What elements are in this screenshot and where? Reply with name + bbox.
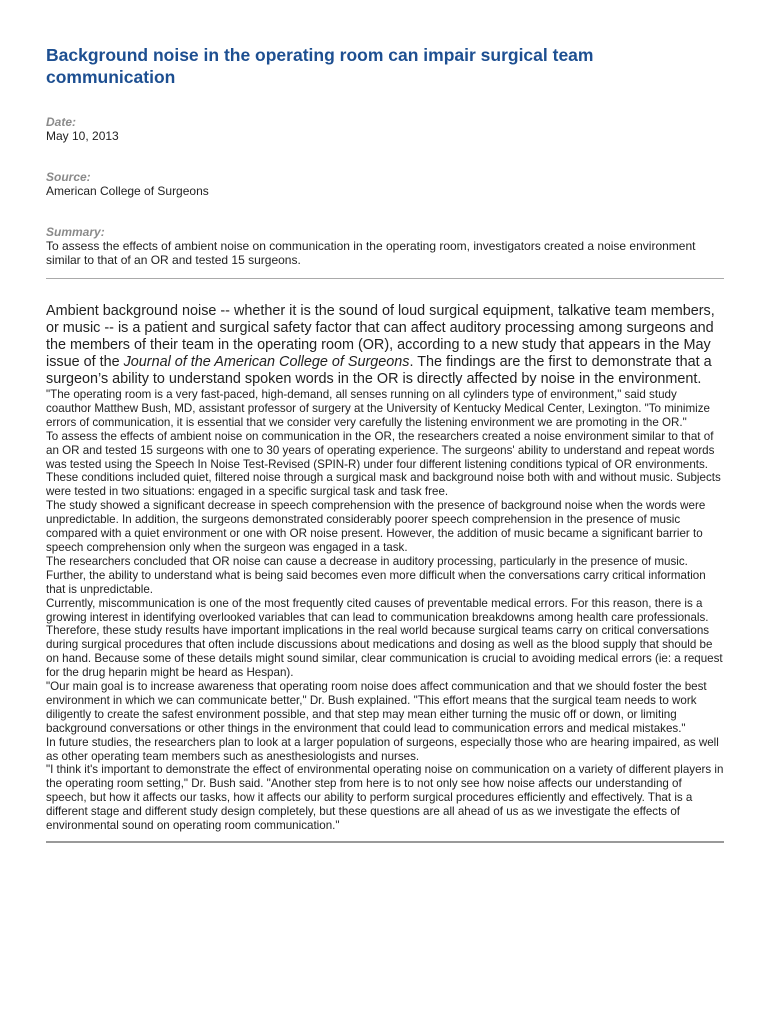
body-paragraph: The study showed a significant decrease in speech comprehension with the presence of background noise when the words were unpredictable. In addition, the surgeons demonstrated considerably poorer speech comprehension in the presence of music compared with a quiet environment or one with OR noise present. However, the addition of music became a significant barrier to speech comprehension only when the surgeon was engaged in a task. xyxy=(46,499,706,554)
lead-text-part2: . The findings are the first to demonstrate that a surgeon’s ability to understand spoken words in the OR is directly affected by noise in the environment. xyxy=(46,354,712,387)
body-paragraph: "Our main goal is to increase awareness that operating room noise does affect communication and that we should foster the best environment in which we can communicate better," Dr. Bush explained. "This effort means that the surgical team needs to work diligently to create the safest environment possible, and that step may mean either turning the music off or down, or limiting background conversations or other things in the environment that could lead to communication errors and medical mistakes." xyxy=(46,680,707,735)
section-divider xyxy=(46,278,724,279)
date-label: Date: xyxy=(46,115,77,129)
body-paragraph: "I think it's important to demonstrate the effect of environmental operating noise on communication on a variety of different players in the operating room setting," Dr. Bush said. "Another step from here is to not only see how noise affects our understanding of speech, but how it affects our tasks, how it affects our ability to perform surgical procedures efficiently and effectively. That is a different stage and different study design completely, but these questions are all ahead of us as we investigate the effects of environmental sound on operating room communication." xyxy=(46,763,724,833)
journal-name: Journal of the American College of Surgeons xyxy=(123,354,410,370)
summary-label: Summary: xyxy=(46,225,105,239)
bottom-divider xyxy=(46,841,724,843)
body-paragraph: The researchers concluded that OR noise can cause a decrease in auditory processing, particularly in the presence of music. Further, the ability to understand what is being said becomes even more difficult when the conversations carry critical information that is unpredictable. xyxy=(46,554,706,596)
source-label: Source: xyxy=(46,170,91,184)
summary-text: To assess the effects of ambient noise on communication in the operating room, investigators created a noise environment similar to that of an OR and tested 15 surgeons. xyxy=(46,239,696,267)
body-paragraph: In future studies, the researchers plan to look at a larger population of surgeons, especially those who are hearing impaired, as well as other operating team members such as anesthesiologists and nurses. xyxy=(46,735,719,763)
date-value: May 10, 2013 xyxy=(46,129,119,143)
lead-paragraph xyxy=(46,303,724,388)
source-value: American College of Surgeons xyxy=(46,184,209,198)
body-paragraph: Currently, miscommunication is one of the most frequently cited causes of preventable medical errors. For this reason, there is a growing interest in identifying overlooked variables that can lead to communication breakdowns among health care professionals. xyxy=(46,596,709,624)
article-title: Background noise in the operating room can impair surgical team communication xyxy=(46,45,594,87)
body-paragraph: To assess the effects of ambient noise on communication in the OR, the researchers created a noise environment similar to that of an OR and tested 15 surgeons with one to 30 years of operating experience. The surgeons' ability to understand and repeat words was tested using the Speech In Noise Test-Revised (SPIN-R) under four different listening conditions typical of OR environments. These conditions included quiet, filtered noise through a surgical mask and background noise both with and without music. Subjects were tested in two situations: engaged in a specific surgical task and task free. xyxy=(46,429,721,499)
body-paragraph: Therefore, these study results have important implications in the real world because surgical teams carry on critical conversations during surgical procedures that often include discussions about medications and dosing as well as the blood supply that should be on hand. Because some of these details might sound similar, clear communication is crucial to avoiding medical errors (ie: a request for the drug heparin might be heard as Hespan). xyxy=(46,624,723,680)
article xyxy=(46,44,724,843)
lead-text-part1: Ambient background noise -- whether it is the sound of loud surgical equipment, talkative team members, or music -- is a patient and surgical safety factor that can affect auditory processing among surgeons and the members of their team in the operating room (OR), according to a new study that appears in the May issue of the xyxy=(46,303,715,370)
body-paragraph: "The operating room is a very fast-paced, high-demand, all senses running on all cylinders type of environment," said study coauthor Matthew Bush, MD, assistant professor of surgery at the University of Kentucky Medical Center, Lexington. "To minimize errors of communication, it is essential that we consider very carefully the listening environment we are promoting in the OR." xyxy=(46,388,710,429)
